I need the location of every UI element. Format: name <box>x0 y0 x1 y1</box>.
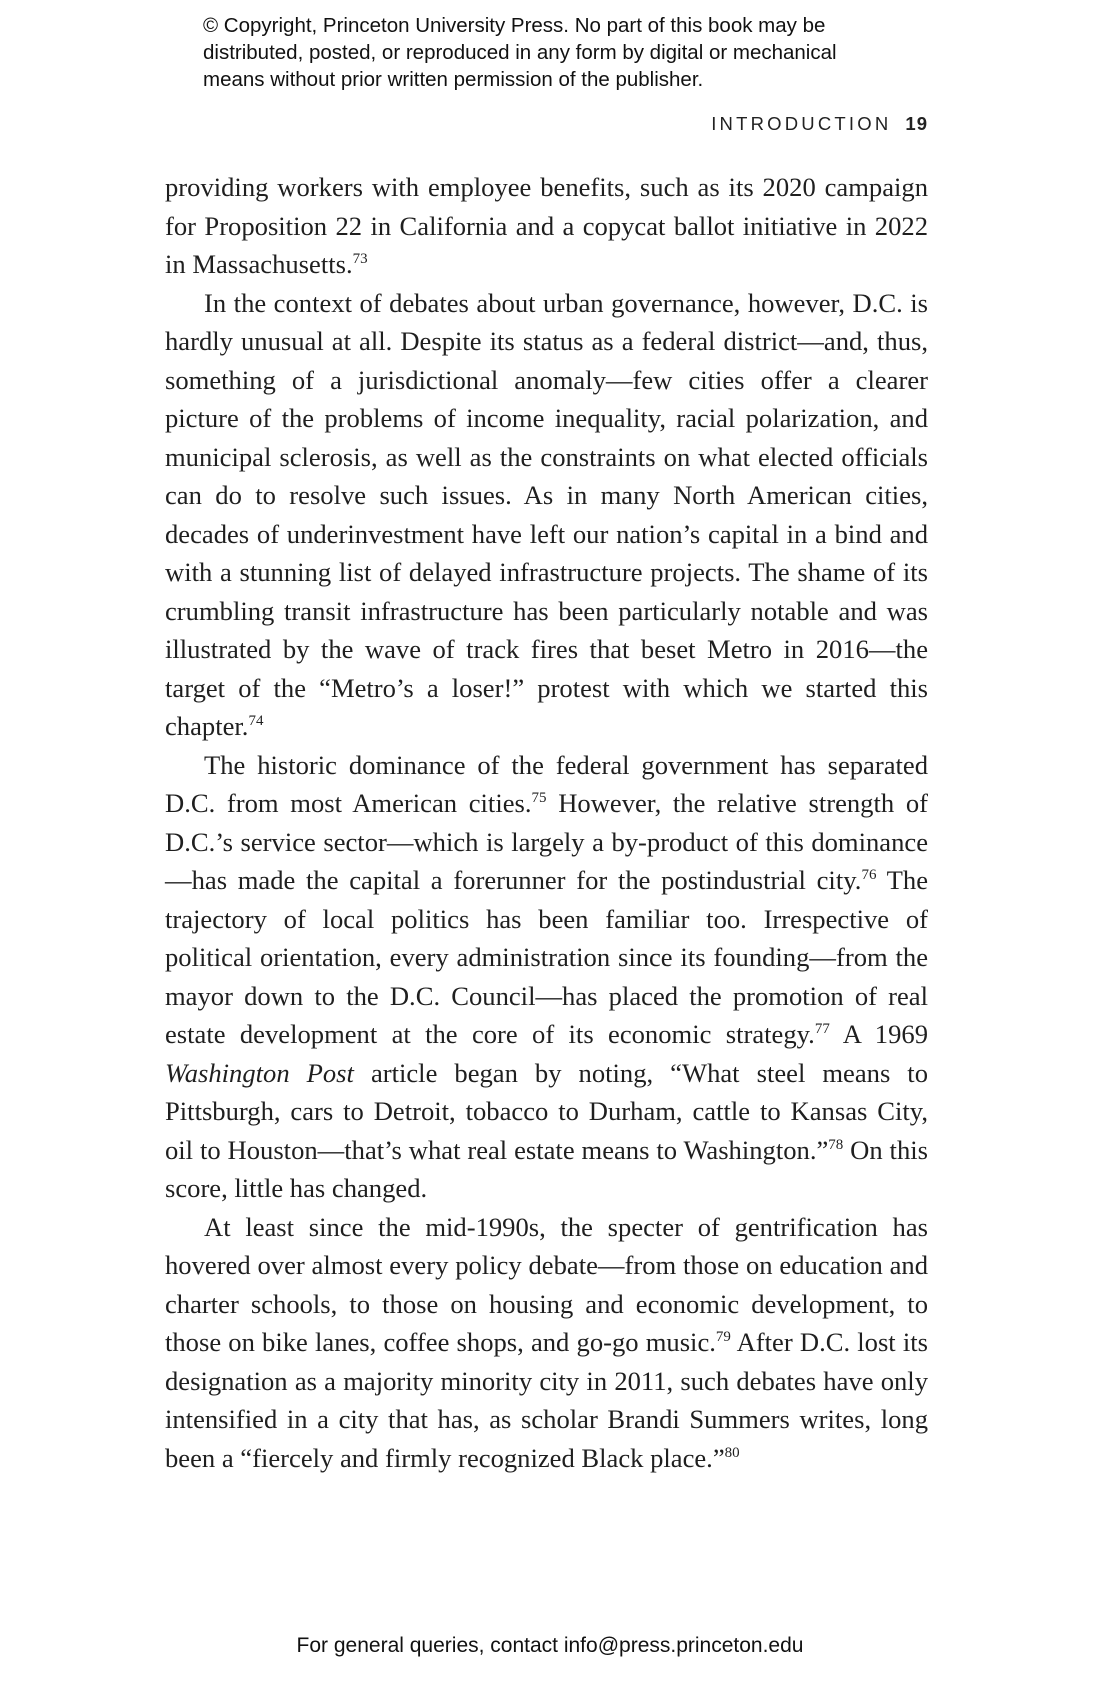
copyright-line-1: © Copyright, Princeton University Press. No part of this book may be <box>203 14 826 37</box>
copyright-notice <box>203 12 963 93</box>
body-text <box>165 168 928 1477</box>
running-head <box>711 113 928 135</box>
copyright-line-2: distributed, posted, or reproduced in any form by digital or mechanical <box>203 41 837 64</box>
footnote-ref-80[interactable]: 80 <box>724 1444 740 1461</box>
footnote-ref-79[interactable]: 79 <box>715 1329 731 1345</box>
footnote-ref-78[interactable]: 78 <box>828 1136 844 1153</box>
footnote-ref-77[interactable]: 77 <box>814 1021 830 1037</box>
paragraph-3-text-f: On this score, little has changed. <box>165 1134 928 1203</box>
paragraph-2-text: In the context of debates about urban governance, however, D.C. is hardly unusual at all. Despite its status as a federal district—and, thus, something of a jurisdictional anomaly—few cities offer a clearer picture of the problems of income inequality, racial polarization, and municipal sclerosis, as well as the constraints on what elected officials can do to resolve such issues. As in many North American cities, decades of underinvestment have left our nation’s capital in a bind and with a stunning list of delayed infrastructure projects. The shame of its crumbling transit infrastructure has been particularly notable and was illustrated by the wave of track fires that beset Metro in 2016—the target of the “Metro’s a loser!” protest with which we started this chapter. <box>165 287 928 741</box>
paragraph-4-text-a: At least since the mid-1990s, the specter of gentrification has hovered over almost every policy debate—from those on education and charter schools, to those on housing and economic development, to those on bike lanes, coffee shops, and go-go music. <box>165 1211 928 1357</box>
publication-title: Washington Post <box>165 1057 354 1088</box>
paragraph-3-text-a: The historic dominance of the federal government has separated D.C. from most American cities. <box>165 749 928 818</box>
paragraph-3 <box>165 746 928 1208</box>
footnote-ref-74[interactable]: 74 <box>248 713 264 729</box>
paragraph-3-text-e: article began by noting, “What steel means to Pittsburgh, cars to Detroit, tobacco to Durham, cattle to Kansas City, oil to Houston—that’s what real estate means to Washington.” <box>165 1057 928 1165</box>
paragraph-1 <box>165 168 928 284</box>
paragraph-3-text-d: A 1969 <box>829 1019 928 1049</box>
footnote-ref-75[interactable]: 75 <box>531 790 547 806</box>
paragraph-2 <box>165 284 928 746</box>
paragraph-1-text: providing workers with employee benefits, such as its 2020 campaign for Proposition 22 in California and a copycat ballot initiative in 2022 in Massachusetts. <box>165 172 928 279</box>
paragraph-4 <box>165 1208 928 1478</box>
page-number: 19 <box>905 113 928 134</box>
paragraph-3-text-c: The trajectory of local politics has been familiar too. Irrespective of political orientation, every administration since its founding—from the mayor down to the D.C. Council—has placed the promotion of real estate development at the core of its economic strategy. <box>165 865 929 1049</box>
footer-contact: For general queries, contact info@press.princeton.edu <box>296 1634 804 1657</box>
paragraph-3-text-b: However, the relative strength of D.C.’s service sector—which is largely a by-product of this dominance—has made the capital a forerunner for the postindustrial city. <box>165 788 928 895</box>
paragraph-4-text-b: After D.C. lost its designation as a majority minority city in 2011, such debates have only intensified in a city that has, as scholar Brandi Summers writes, long been a “fiercely and firmly recognized Black place.” <box>165 1327 928 1473</box>
footnote-ref-73[interactable]: 73 <box>352 251 368 267</box>
footnote-ref-76[interactable]: 76 <box>861 867 877 883</box>
copyright-line-3: means without prior written permission of the publisher. <box>203 68 704 91</box>
section-title: INTRODUCTION <box>711 113 892 134</box>
